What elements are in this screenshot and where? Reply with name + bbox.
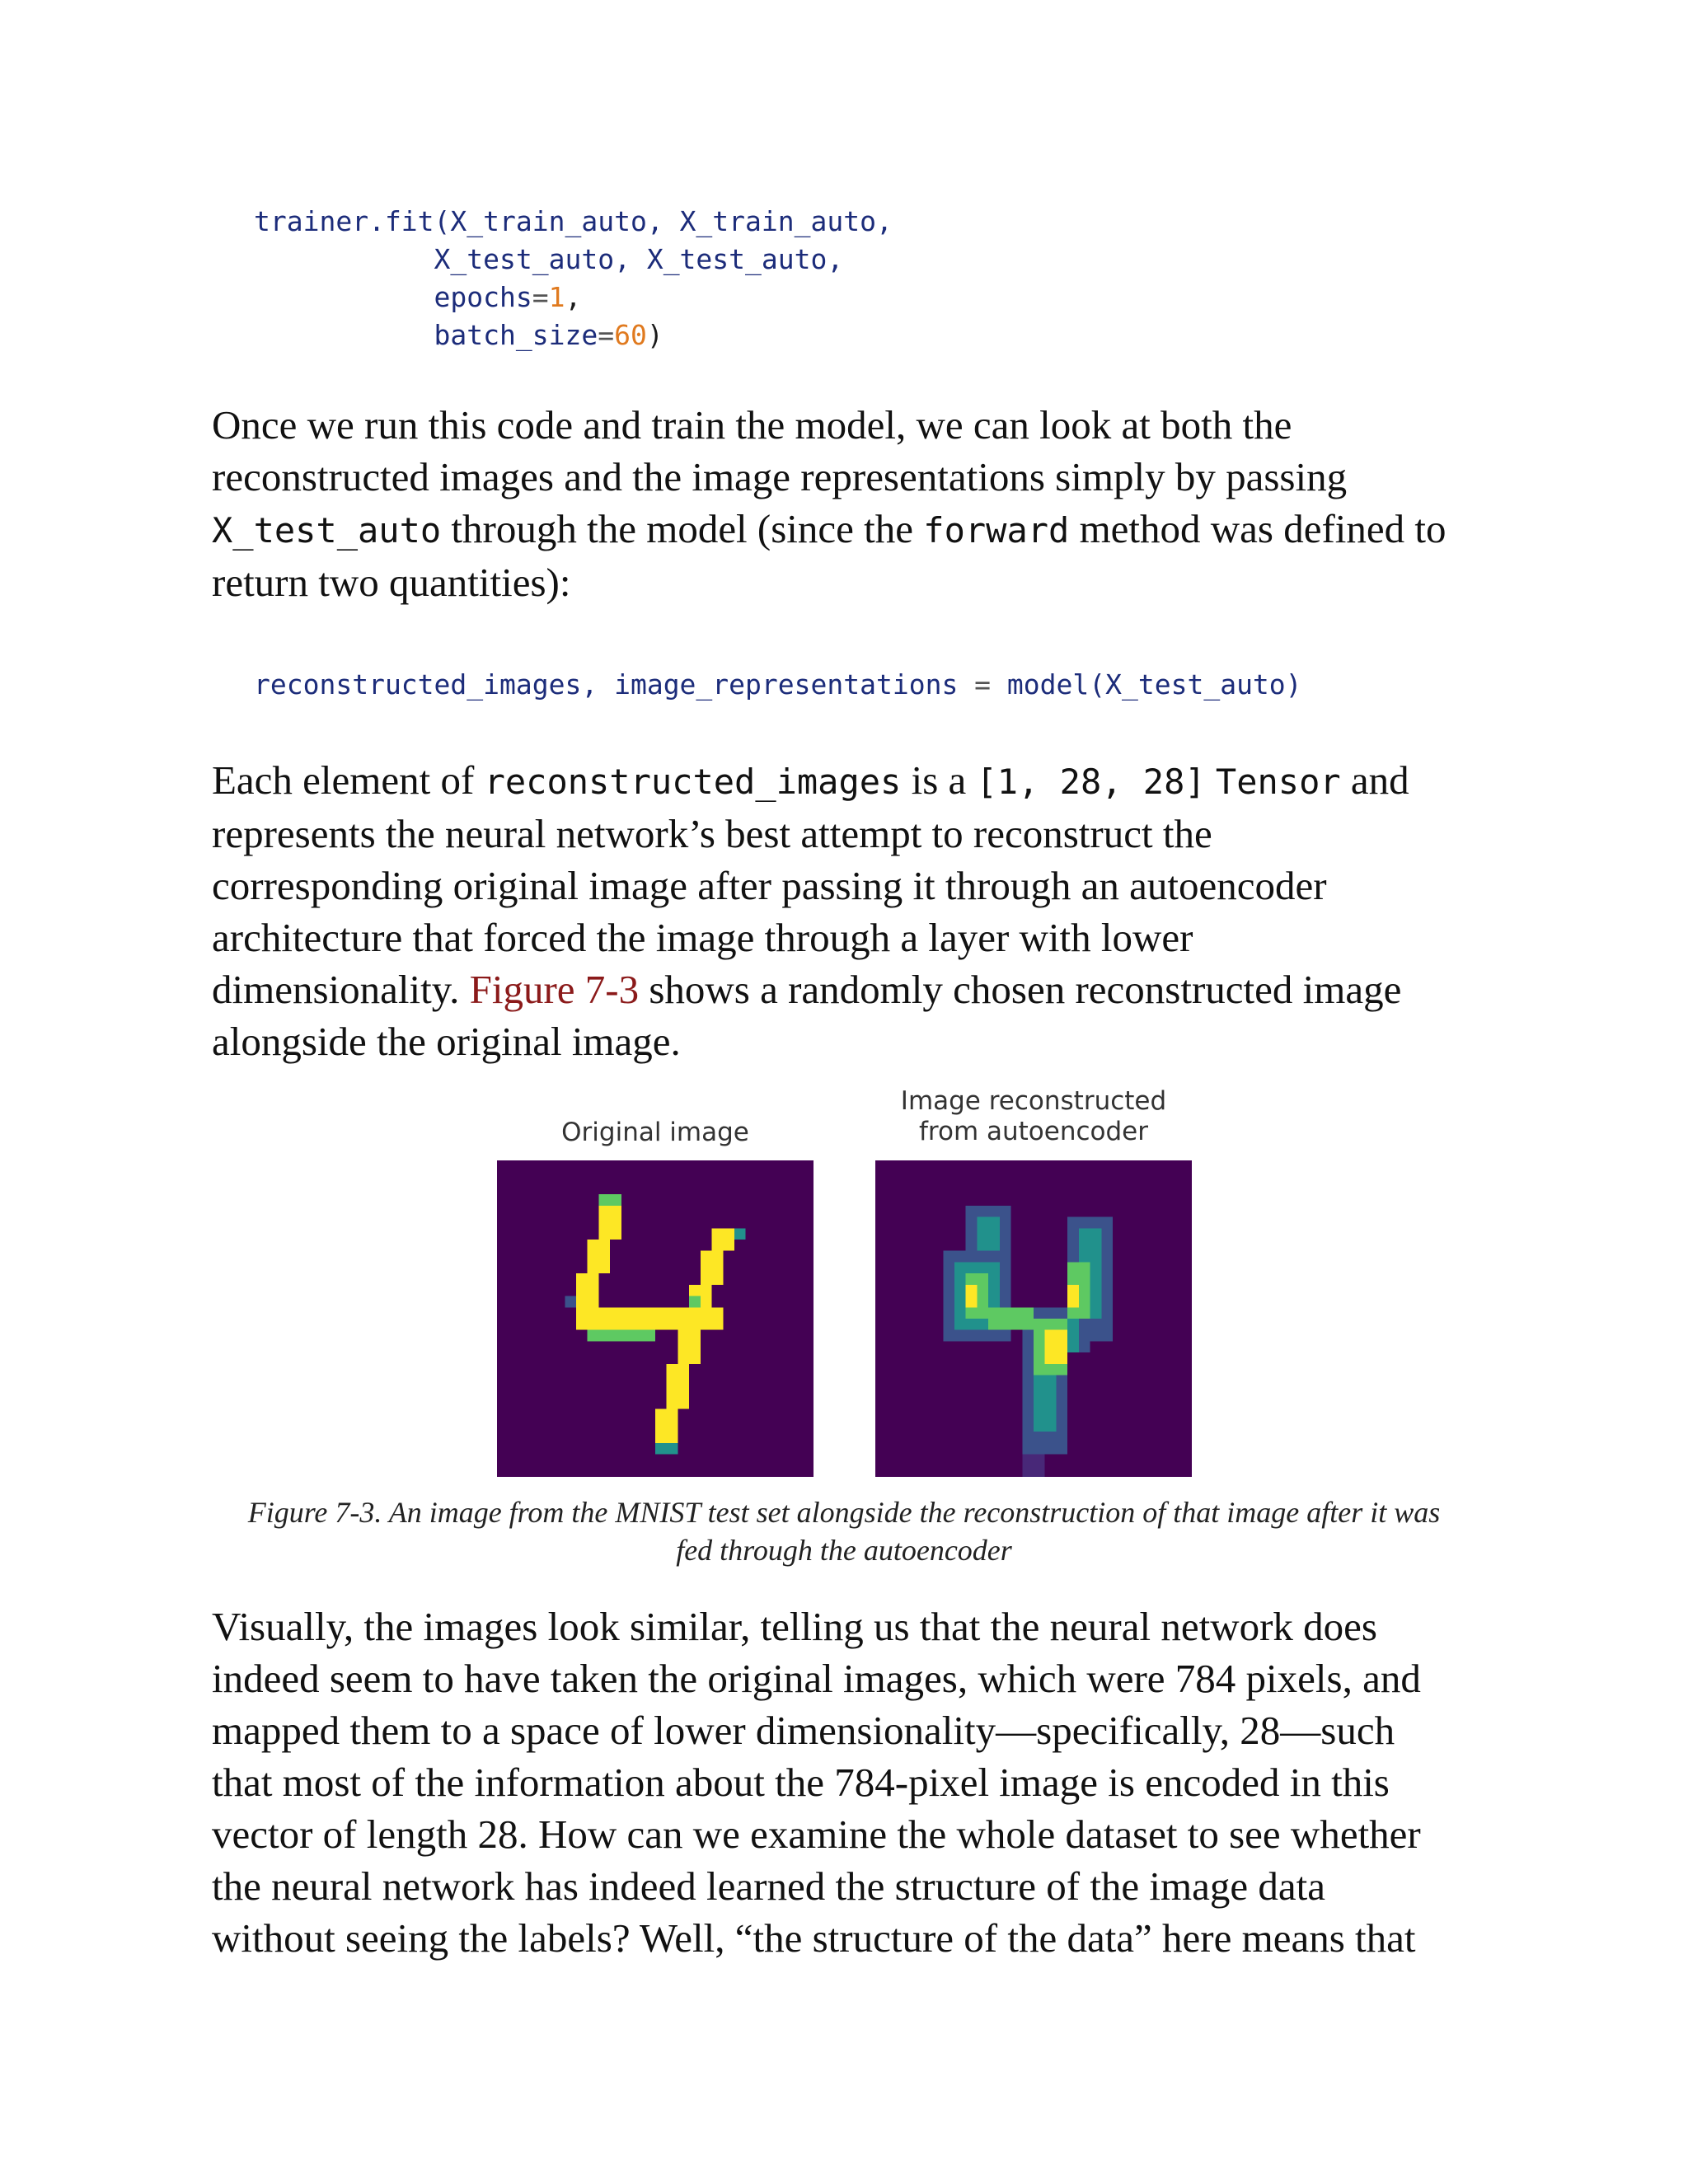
code-token: batch_size (434, 319, 598, 351)
code-block-model-call (254, 666, 1302, 704)
code-operator: = (532, 281, 549, 313)
text-run (1206, 757, 1216, 803)
code-number: 1 (548, 281, 565, 313)
code-operator: = (598, 319, 615, 351)
original-digit-image (497, 1160, 814, 1477)
text-line: mapped them to a space of lower dimensionality—specifically, 28—such (212, 1708, 1395, 1753)
text-line: Once we run this code and train the model, we can look at both the (212, 402, 1292, 448)
inline-code: [1, 28, 28] (976, 762, 1206, 802)
text-run: method was defined to (1069, 506, 1447, 551)
inline-code: X_test_auto (212, 510, 442, 551)
code-token: trainer.fit( (254, 205, 451, 237)
code-token: model(X_test_auto) (1006, 668, 1302, 701)
inline-code: Tensor (1215, 762, 1341, 802)
text-run: Each element of (212, 757, 485, 803)
original-digit-four (497, 1160, 814, 1477)
code-token: X_train_auto, X_train_auto, (450, 205, 893, 237)
code-token: X_test_auto, X_test_auto, (434, 243, 844, 275)
text-line: corresponding original image after passing it through an autoencoder (212, 863, 1327, 908)
text-line: reconstructed images and the image representations simply by passing (212, 454, 1348, 499)
reconstructed-digit-four (875, 1160, 1192, 1477)
code-token: epochs (434, 281, 532, 313)
caption-line: fed through the autoencoder (676, 1534, 1012, 1567)
code-number: 60 (614, 319, 647, 351)
code-line (254, 281, 581, 313)
inline-code: forward (923, 510, 1070, 551)
title-text: Original image (561, 1118, 749, 1147)
figure-caption (165, 1493, 1523, 1569)
text-line: alongside the original image. (212, 1019, 681, 1064)
text-line (212, 754, 1498, 808)
text-line: that most of the information about the 784-pixel image is encoded in this (212, 1760, 1390, 1805)
text-run: shows a randomly chosen reconstructed image (639, 967, 1402, 1012)
paragraph-3 (212, 1601, 1498, 1964)
code-punctuation: ) (646, 319, 663, 351)
code-line (254, 243, 843, 275)
code-line (254, 319, 663, 351)
text-line (212, 503, 1498, 556)
text-run: is a (901, 757, 977, 803)
code-operator: = (958, 668, 1007, 701)
text-run: and (1340, 757, 1409, 803)
text-line: return two quantities): (212, 560, 571, 605)
caption-line: Figure 7-3. An image from the MNIST test set alongside the reconstruction of that image after it was (247, 1496, 1441, 1529)
code-block-trainer-fit (254, 203, 893, 354)
text-run: dimensionality. (212, 967, 470, 1012)
reconstructed-digit-image (875, 1160, 1192, 1477)
paragraph-1 (212, 399, 1498, 608)
text-line: the neural network has indeed learned the structure of the image data (212, 1863, 1326, 1909)
title-text: from autoencoder (919, 1117, 1148, 1146)
paragraph-2 (212, 754, 1498, 1067)
original-image-title (497, 1118, 814, 1148)
text-run: through the model (since the (441, 506, 924, 551)
text-line: indeed seem to have taken the original images, which were 784 pixels, and (212, 1656, 1421, 1701)
text-line: without seeing the labels? Well, “the structure of the data” here means that (212, 1915, 1416, 1961)
reconstructed-image-title (875, 1086, 1192, 1147)
text-line: vector of length 28. How can we examine the whole dataset to see whether (212, 1811, 1421, 1857)
figure-reference-link[interactable]: Figure 7-3 (469, 967, 640, 1012)
code-line (254, 205, 893, 237)
text-line: Visually, the images look similar, telling us that the neural network does (212, 1604, 1377, 1649)
code-token: reconstructed_images, image_representations (254, 668, 959, 701)
text-line: architecture that forced the image through a layer with lower (212, 915, 1193, 960)
text-line: represents the neural network’s best attempt to reconstruct the (212, 811, 1212, 856)
inline-code: reconstructed_images (484, 762, 902, 802)
text-line (212, 963, 1498, 1015)
code-punctuation: , (565, 281, 582, 313)
title-text: Image reconstructed (900, 1086, 1167, 1116)
